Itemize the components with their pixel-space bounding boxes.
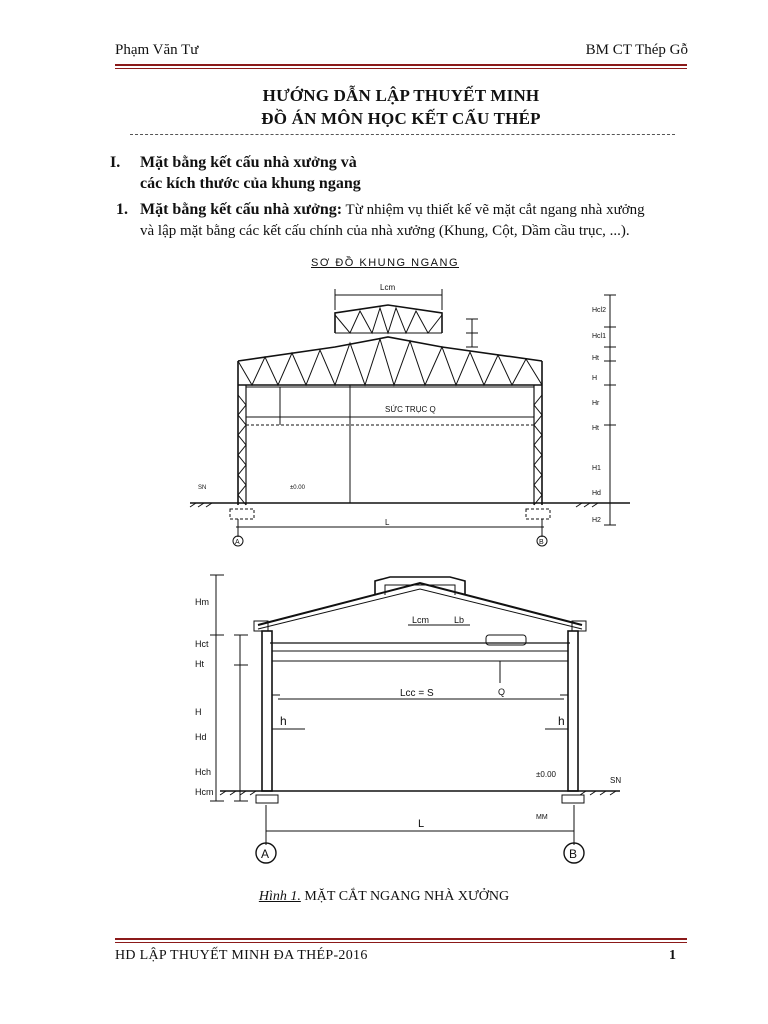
top-dim-labels [590, 290, 630, 540]
top-axis-b: B [539, 539, 544, 546]
footer-rule [115, 938, 687, 940]
figure-caption [0, 889, 768, 905]
bottom-h-right: h [558, 714, 565, 728]
bottom-span-label: L [418, 818, 425, 830]
top-skylight-label: Lcm [380, 283, 396, 292]
doc-title-line1: HƯỚNG DẪN LẬP THUYẾT MINH [262, 86, 540, 105]
doc-title-line2: ĐỒ ÁN MÔN HỌC KẾT CẤU THÉP [261, 109, 541, 128]
bottom-dim-6: Hcm [195, 787, 214, 797]
top-dim-4: Hr [592, 400, 600, 407]
frame-diagram-bottom [180, 555, 640, 875]
bottom-dim-1: Hct [195, 639, 209, 649]
footer-title: HD LẬP THUYẾT MINH ĐA THÉP-2016 [115, 948, 368, 963]
section-heading [110, 152, 361, 194]
top-crane-label: SỨC TRỤC Q [385, 405, 436, 414]
top-dim-7: Hd [592, 490, 601, 497]
top-level-label: ±0.00 [290, 485, 305, 491]
caption-prefix: Hình 1. [258, 889, 301, 904]
bottom-dim-5: Hch [195, 767, 212, 777]
subsection-paragraph [116, 199, 691, 242]
bottom-skylight-label: Lcm [412, 615, 430, 625]
bottom-dim-4: Hd [195, 732, 207, 742]
header-author: Phạm Văn Tư [115, 42, 199, 58]
frame-diagram-top [180, 275, 640, 550]
top-dim-3: H [592, 375, 598, 382]
bottom-dim-3: H [195, 707, 202, 717]
top-dim-5: Ht [592, 425, 599, 432]
bottom-crane-span: Lcc = S [400, 688, 434, 699]
bottom-dim-labels [193, 575, 227, 800]
subsection-title: Mặt bằng kết cấu nhà xưởng: [140, 201, 343, 218]
bottom-dim-0: Hm [195, 597, 209, 607]
footer-rule-thin [115, 942, 687, 943]
figure-top-title: SƠ ĐỒ KHUNG NGANG [311, 257, 459, 269]
header-rule [115, 64, 687, 66]
top-dim-8: H2 [592, 517, 601, 524]
header-department: BM CT Thép Gỗ [585, 42, 688, 58]
bottom-h-left: h [280, 714, 287, 728]
section-title-line2: các kích thước của khung ngang [140, 175, 361, 192]
bottom-level-label: ±0.00 [536, 770, 556, 779]
section-number: I. [110, 154, 121, 171]
bottom-crane-label: Q [498, 687, 506, 697]
bottom-mm-label: MM [536, 814, 548, 821]
page-number: 1 [669, 948, 676, 963]
top-axis-a: A [235, 539, 240, 546]
top-dim-2: Ht [592, 355, 599, 362]
section-title-line1: Mặt bằng kết cấu nhà xưởng và [140, 154, 357, 171]
bottom-ground-label: SN [610, 776, 622, 785]
bottom-skylight-side: Lb [454, 615, 465, 625]
bottom-dim-2: Ht [195, 659, 204, 669]
bottom-axis-b: B [569, 847, 578, 861]
top-span-label: L [385, 518, 390, 527]
bottom-axis-a: A [261, 847, 270, 861]
top-ground-label: SN [198, 485, 207, 491]
header-rule-thin [115, 68, 687, 69]
caption-text: MẶT CẮT NGANG NHÀ XƯỞNG [300, 889, 510, 904]
title-separator [130, 134, 675, 135]
top-dim-0: Hcl2 [592, 307, 607, 314]
top-dim-6: H1 [592, 465, 601, 472]
subsection-text-line1: Từ nhiệm vụ thiết kế vẽ mặt cắt ngang nhà xưởng [342, 202, 645, 218]
subsection-number: 1. [116, 201, 128, 218]
subsection-text-line2: và lập mặt bằng các kết cấu chính của nhà xưởng (Khung, Cột, Dầm cầu trục, ...). [140, 223, 630, 239]
top-dim-1: Hcl1 [592, 333, 607, 340]
